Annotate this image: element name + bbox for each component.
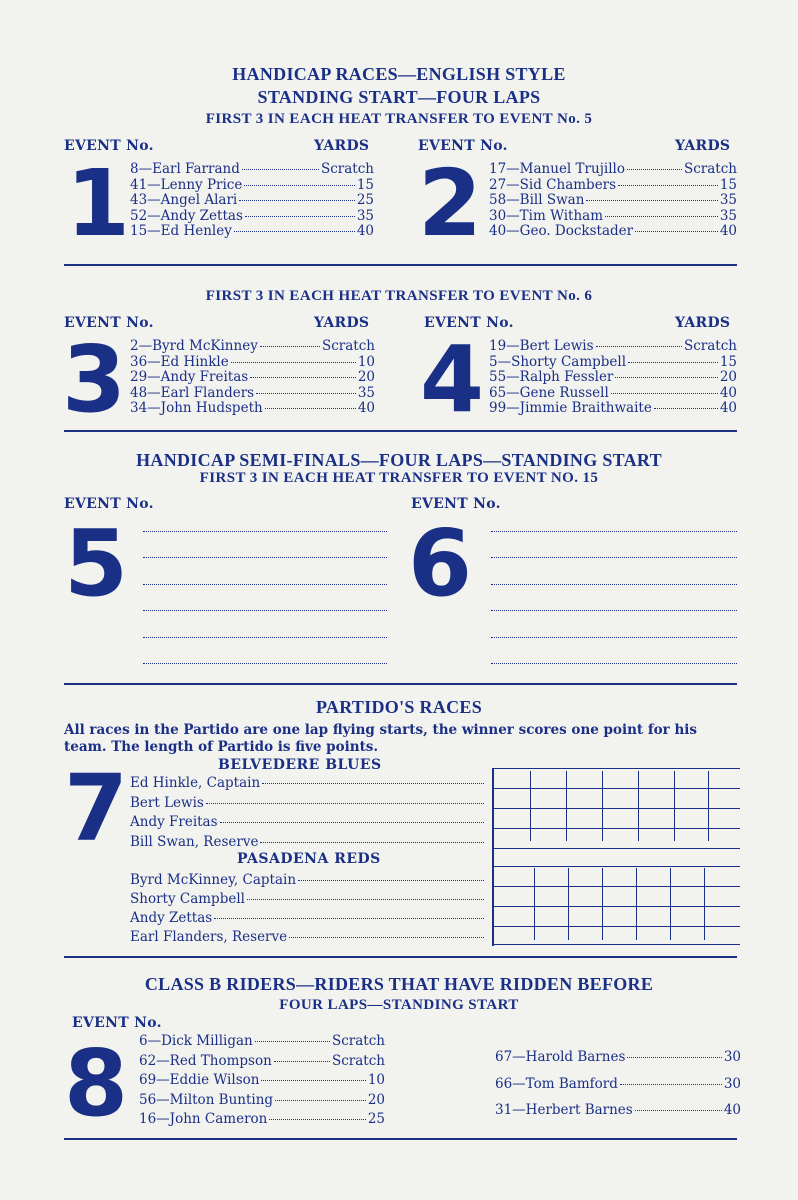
team-member-row	[130, 833, 486, 853]
rider-name: 48—Earl Flanders	[130, 384, 255, 401]
entry-row	[489, 224, 737, 240]
blank-entry-line	[491, 637, 737, 638]
team-member-row	[130, 909, 486, 928]
team-2-members	[130, 871, 486, 947]
divider	[64, 430, 737, 432]
dot-leader	[298, 880, 484, 881]
yards-label: YARDS	[314, 138, 370, 154]
entry-row	[495, 1044, 741, 1071]
rider-name: 8—Earl Farrand	[130, 161, 240, 177]
event-number-1: 1	[66, 150, 131, 257]
team-member-name: Bill Swan, Reserve	[130, 833, 259, 850]
handicap-yards: 40	[356, 223, 374, 239]
rider-name: 27—Sid Chambers	[489, 176, 617, 193]
entry-row	[489, 386, 737, 402]
blank-entry-line	[491, 610, 737, 611]
dot-leader	[586, 200, 717, 201]
entry-row	[489, 370, 737, 386]
blank-entry-line	[143, 637, 387, 638]
page-subtitle: STANDING START—FOUR LAPS	[257, 87, 541, 107]
dot-leader	[256, 393, 356, 394]
team-member-row	[130, 794, 486, 814]
handicap-yards: 10	[357, 353, 375, 370]
entry-row	[130, 401, 375, 417]
dot-leader	[245, 216, 355, 217]
dot-leader	[275, 1100, 366, 1101]
handicap-yards: 20	[719, 369, 737, 385]
dot-leader	[635, 231, 718, 232]
handicap-yards: Scratch	[332, 1033, 385, 1049]
divider	[64, 1138, 737, 1140]
event-label: EVENT No.	[424, 315, 514, 331]
entry-row	[130, 178, 374, 194]
rider-name: 52—Andy Zettas	[130, 207, 243, 224]
handicap-yards: 10	[367, 1072, 385, 1088]
entry-row	[489, 193, 737, 209]
event-8-entries-left	[139, 1032, 385, 1130]
event-2-entries	[489, 162, 737, 240]
dot-leader	[214, 918, 484, 919]
handicap-yards: 20	[357, 369, 375, 385]
dot-leader	[274, 1061, 330, 1062]
blank-entry-line	[143, 584, 387, 585]
rider-name: 30—Tim Witham	[489, 207, 604, 224]
event-3-entries	[130, 339, 375, 417]
handicap-yards: 35	[719, 192, 737, 208]
rider-name: 6—Dick Milligan	[139, 1033, 253, 1049]
dot-leader	[289, 937, 484, 938]
semis-transfer-note: FIRST 3 IN EACH HEAT TRANSFER TO EVENT NO. 15	[199, 470, 599, 486]
entry-row	[489, 339, 737, 355]
dot-leader	[627, 169, 682, 170]
entry-row	[489, 355, 737, 371]
transfer-note-6: FIRST 3 IN EACH HEAT TRANSFER TO EVENT No. 6	[205, 288, 593, 304]
event-4-entries	[489, 339, 737, 417]
event-number-3: 3	[62, 326, 127, 433]
dot-leader	[596, 346, 682, 347]
divider	[64, 956, 737, 958]
rider-name: 5—Shorty Campbell	[489, 353, 627, 370]
event-1-entries	[130, 162, 374, 240]
rider-name: 31—Herbert Barnes	[495, 1102, 633, 1118]
blank-entry-line	[143, 610, 387, 611]
event-number-4: 4	[420, 326, 485, 433]
handicap-yards: 25	[367, 1111, 385, 1127]
dot-leader	[239, 200, 355, 201]
dot-leader	[262, 783, 484, 784]
rider-name: 36—Ed Hinkle	[130, 353, 229, 370]
entry-row	[130, 193, 374, 209]
team-member-row	[130, 774, 486, 794]
rider-name: 67—Harold Barnes	[495, 1049, 626, 1065]
dot-leader	[234, 231, 355, 232]
dot-leader	[231, 362, 356, 363]
event-label: EVENT No.	[418, 138, 508, 154]
dot-leader	[250, 377, 356, 378]
team-member-row	[130, 928, 486, 947]
rider-name: 16—John Cameron	[139, 1111, 268, 1127]
rider-name: 43—Angel Alari	[130, 192, 238, 208]
rider-name: 65—Gene Russell	[489, 384, 609, 401]
yards-label: YARDS	[675, 315, 731, 331]
entry-row	[130, 162, 374, 178]
dot-leader	[247, 899, 484, 900]
entry-row	[130, 339, 375, 355]
event-label: EVENT No.	[64, 496, 154, 512]
classb-title: CLASS B RIDERS—RIDERS THAT HAVE RIDDEN BEFORE	[144, 974, 654, 994]
event-number-7: 7	[64, 755, 129, 862]
dot-leader	[255, 1041, 330, 1042]
blank-entry-line	[491, 531, 737, 532]
rider-name: 41—Lenny Price	[130, 176, 243, 193]
rider-name: 55—Ralph Fessler	[489, 369, 614, 385]
handicap-yards: 15	[356, 176, 374, 193]
entry-row	[139, 1032, 385, 1052]
rider-name: 62—Red Thompson	[139, 1052, 272, 1069]
dot-leader	[611, 393, 718, 394]
team-member-row	[130, 890, 486, 909]
rider-name: 34—John Hudspeth	[130, 400, 263, 416]
handicap-yards: 35	[719, 207, 737, 224]
dot-leader	[265, 408, 356, 409]
dot-leader	[260, 346, 320, 347]
dot-leader	[220, 822, 484, 823]
partido-title: PARTIDO'S RACES	[315, 697, 483, 717]
dot-leader	[618, 185, 718, 186]
handicap-yards: 25	[356, 192, 374, 208]
rider-name: 69—Eddie Wilson	[139, 1072, 260, 1088]
dot-leader	[628, 362, 718, 363]
handicap-yards: 40	[719, 400, 737, 416]
entry-row	[139, 1071, 385, 1091]
dot-leader	[244, 185, 354, 186]
team-member-row	[130, 813, 486, 833]
page-title: HANDICAP RACES—ENGLISH STYLE	[232, 64, 566, 84]
entry-row	[139, 1110, 385, 1130]
event-number-6: 6	[408, 510, 473, 617]
team-member-name: Earl Flanders, Reserve	[130, 929, 288, 945]
blank-entry-line	[491, 557, 737, 558]
entry-row	[495, 1071, 741, 1098]
team-2-name: PASADENA REDS	[237, 851, 381, 867]
team-member-name: Byrd McKinney, Captain	[130, 872, 297, 888]
handicap-yards: 35	[356, 207, 374, 224]
handicap-yards: 40	[719, 384, 737, 401]
entry-row	[130, 224, 374, 240]
handicap-yards: 40	[719, 223, 737, 239]
semis-title: HANDICAP SEMI-FINALS—FOUR LAPS—STANDING START	[136, 450, 662, 470]
dot-leader	[615, 377, 717, 378]
entry-row	[489, 209, 737, 225]
handicap-yards: 15	[719, 176, 737, 193]
rider-name: 56—Milton Bunting	[139, 1091, 274, 1108]
classb-subtitle: FOUR LAPS—STANDING START	[279, 997, 519, 1013]
team-member-name: Ed Hinkle, Captain	[130, 775, 261, 791]
handicap-yards: Scratch	[332, 1052, 385, 1069]
handicap-yards: 20	[367, 1091, 385, 1108]
team-1-name: BELVEDERE BLUES	[218, 757, 382, 773]
entry-row	[139, 1091, 385, 1111]
partido-description: All races in the Partido are one lap flying starts, the winner scores one point for his team. The length of Partido is five points.	[64, 722, 698, 755]
entry-row	[130, 355, 375, 371]
event-8-entries-right	[495, 1044, 741, 1124]
event-label: EVENT No.	[64, 315, 154, 331]
blank-entry-line	[143, 663, 387, 664]
team-member-name: Andy Freitas	[130, 814, 218, 830]
team-member-name: Andy Zettas	[130, 910, 213, 926]
handicap-yards: 40	[357, 400, 375, 416]
event-number-8: 8	[64, 1030, 129, 1137]
handicap-yards: 15	[719, 353, 737, 370]
dot-leader	[605, 216, 718, 217]
team-1-members	[130, 774, 486, 852]
blank-entry-line	[143, 557, 387, 558]
dot-leader	[260, 842, 484, 843]
transfer-note-5: FIRST 3 IN EACH HEAT TRANSFER TO EVENT No. 5	[205, 111, 593, 127]
divider	[64, 264, 737, 266]
dot-leader	[620, 1084, 722, 1085]
handicap-yards: 30	[723, 1049, 741, 1065]
event-label: EVENT No.	[72, 1015, 162, 1031]
entry-row	[489, 178, 737, 194]
entry-row	[130, 209, 374, 225]
rider-name: 15—Ed Henley	[130, 223, 232, 239]
handicap-yards: Scratch	[321, 161, 374, 177]
handicap-yards: Scratch	[684, 161, 737, 177]
dot-leader	[206, 803, 484, 804]
team-member-name: Shorty Campbell	[130, 891, 245, 907]
yards-label: YARDS	[675, 138, 731, 154]
divider	[64, 683, 737, 685]
team-member-name: Bert Lewis	[130, 794, 204, 811]
entry-row	[139, 1052, 385, 1072]
rider-name: 2—Byrd McKinney	[130, 338, 258, 354]
handicap-yards: 30	[723, 1075, 741, 1092]
team-member-row	[130, 871, 486, 890]
entry-row	[489, 401, 737, 417]
dot-leader	[654, 408, 718, 409]
event-label: EVENT No.	[411, 496, 501, 512]
entry-row	[130, 386, 375, 402]
dot-leader	[261, 1080, 365, 1081]
blank-entry-line	[491, 663, 737, 664]
rider-name: 40—Geo. Dockstader	[489, 223, 634, 239]
handicap-yards: 40	[723, 1102, 741, 1118]
handicap-yards: 35	[357, 384, 375, 401]
rider-name: 19—Bert Lewis	[489, 338, 594, 354]
rider-name: 66—Tom Bamford	[495, 1075, 618, 1092]
handicap-yards: Scratch	[684, 338, 737, 354]
entry-row	[130, 370, 375, 386]
rider-name: 99—Jimmie Braithwaite	[489, 400, 652, 416]
event-label: EVENT No.	[64, 138, 154, 154]
blank-entry-line	[143, 531, 387, 532]
event-number-5: 5	[64, 510, 129, 617]
blank-entry-line	[491, 584, 737, 585]
dot-leader	[269, 1119, 365, 1120]
dot-leader	[242, 169, 319, 170]
handicap-yards: Scratch	[322, 338, 375, 354]
event-number-2: 2	[418, 150, 483, 257]
entry-row	[495, 1097, 741, 1124]
entry-row	[489, 162, 737, 178]
dot-leader	[627, 1057, 721, 1058]
rider-name: 58—Bill Swan	[489, 192, 585, 208]
rider-name: 17—Manuel Trujillo	[489, 161, 625, 177]
score-grid	[492, 768, 740, 946]
rider-name: 29—Andy Freitas	[130, 369, 249, 385]
dot-leader	[635, 1110, 722, 1111]
yards-label: YARDS	[314, 315, 370, 331]
